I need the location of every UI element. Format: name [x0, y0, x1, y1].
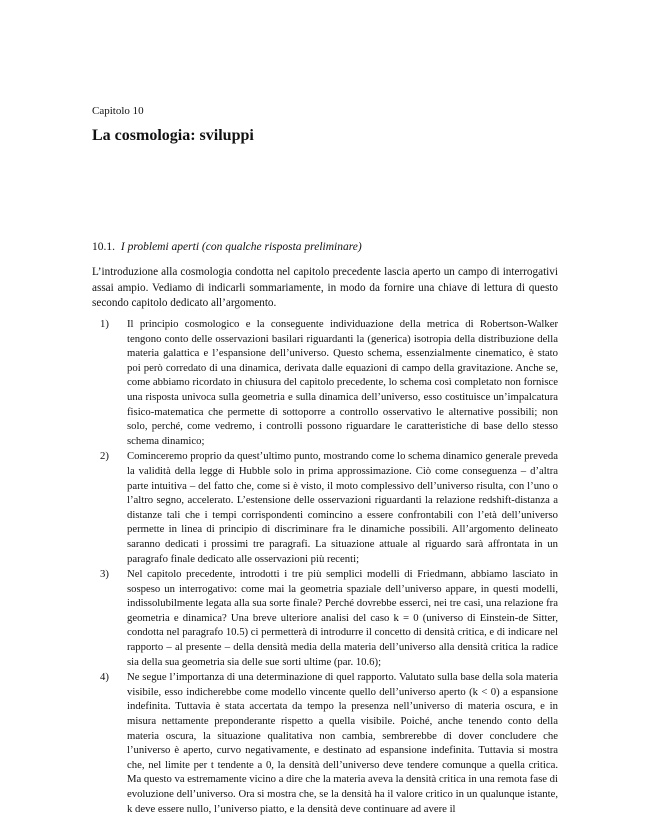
list-item-text: Il principio cosmologico e la conseguente individuazione della metrica di Robertson-Walker tengono conto delle osservazioni basilari riguardanti la (generica) isotropia della distribuzione della materia galattica e l’espansione dell’universo. Questo schema, essenzialmente cinematico, è stato poi però corredato di una dinamica, derivata dalle equazioni di campo della gravitazione. Anche se, come abbiamo ricordato in chiusura del capitolo precedente, lo schema così completato non fornisce una risposta univoca sulla geometria e sulla dinamica dell’universo, esso costituisce un’impalcatura fisico-matematica che permette di sottoporre a controllo osservativo le alternative possibili; non solo, perché, come vedremo, i controlli possono riguardare le caratteristiche di base dello stesso schema dinamico; [127, 318, 558, 447]
list-item-marker: 1) [100, 318, 109, 330]
section-title: I problemi aperti (con qualche risposta preliminare) [120, 241, 362, 253]
section-heading [92, 241, 362, 253]
list-item-marker: 4) [100, 671, 109, 684]
list-item-text: Nel capitolo precedente, introdotti i tre più semplici modelli di Friedmann, abbiamo lasciato in sospeso un interrogativo: come mai la geometria spaziale dell’universo appare, in questi modelli, indissolubilmente legata alla sua sorte finale? Perché dovrebbe esserci, nei tre casi, una relazione fra geometria e dinamica? Una breve ulteriore analisi del caso k = 0 (universo di Einstein-de Sitter, condotta nel paragrafo 10.5) ci permetterà di introdurre il concetto di densità critica, e di indicare nel rapporto – al presente – della densità media della materia dell’universo alla densità critica la radice sia della sua geometria sia delle sue sorti ultime (par. 10.6); [127, 568, 558, 668]
list-item [100, 449, 558, 566]
list-item [100, 567, 558, 669]
list-item-text: Cominceremo proprio da quest’ultimo punto, mostrando come lo schema dinamico generale preveda la validità della legge di Hubble solo in prima approssimazione. Ciò come conseguenza – d’altra parte intuitiva – del fatto che, come si è visto, il moto complessivo dell’universo risulta, con l’uno o l’altro segno, accelerato. L’estensione delle osservazioni riguardanti la relazione redshift-distanza a distanze tali che i tempi corrispondenti comincino a essere confrontabili con l’età dell’universo permette in linea di principio di discriminare fra le dinamiche possibili. All’argomento delineato saranno dedicati i prossimi tre paragrafi. La situazione attuale al riguardo sarà affrontata in un paragrafo finale dedicato alle osservazioni più recenti; [127, 450, 558, 565]
section-number: 10.1. [92, 241, 115, 253]
chapter-label: Capitolo 10 [92, 105, 144, 117]
list-item-marker: 2) [100, 450, 109, 463]
list-item [100, 317, 558, 448]
list-item-text: Ne segue l’importanza di una determinazione di quel rapporto. Valutato sulla base della sola materia visibile, esso indicherebbe come modello vincente quello dell’universo aperto (k < 0) a espansione indefinita. Tuttavia è stata accertata da tempo la presenza nell’universo di materia oscura, e in misura nettamente preponderante rispetto a quella visibile. Poiché, anche tenendo conto della materia oscura, la situazione qualitativa non cambia, sembrerebbe di dover concludere che l’universo è aperto, curvo negativamente, e destinato ad espansione indefinita. Tuttavia si mostra che, nel limite per t tendente a 0, la densità dell’universo deve tendere comunque a quella critica. Ma questo va estremamente vicino a dire che la materia aveva la densità critica in una remota fase di evoluzione dell’universo. Ora si mostra che, se la densità ha il valore critico in un qualunque istante, k deve essere nullo, l’universo piatto, e la densità deve continuare ad avere il [127, 671, 558, 815]
chapter-title: La cosmologia: sviluppi [92, 127, 254, 144]
list-item [100, 670, 558, 816]
problem-list [100, 317, 558, 817]
list-item-marker: 3) [100, 568, 109, 581]
intro-paragraph: L’introduzione alla cosmologia condotta nel capitolo precedente lascia aperto un campo di interrogativi assai ampio. Vediamo di indicarli sommariamente, in modo da fornire una chiave di lettura di questo secondo capitolo dedicato all’argomento. [92, 266, 558, 310]
